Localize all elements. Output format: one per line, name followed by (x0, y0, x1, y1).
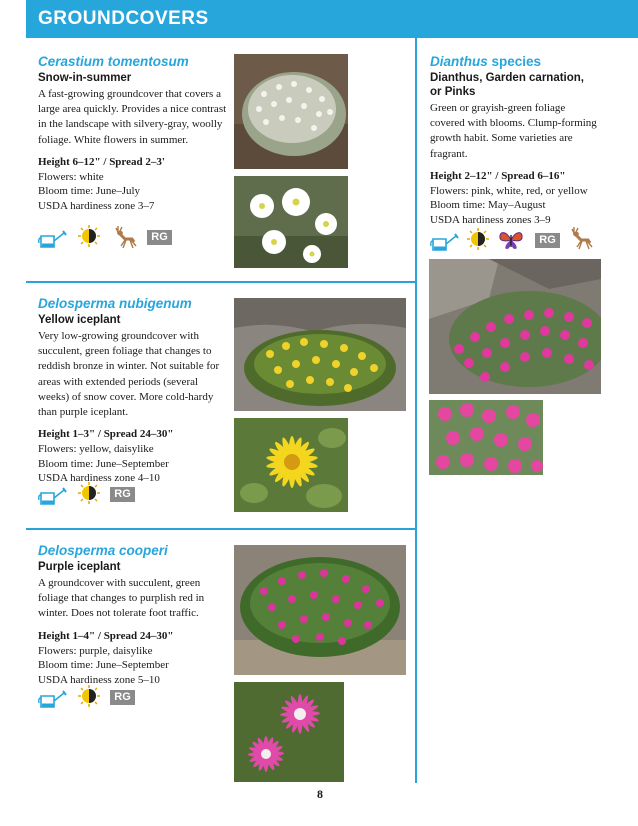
sun-icon (77, 481, 101, 510)
common-name: Snow-in-summer (38, 72, 132, 84)
scientific-genus: Dianthus (430, 54, 488, 69)
height-spread: Height 1–4" / Spread 24–30" (38, 629, 174, 642)
bloom-time: Bloom time: May–August (430, 199, 546, 212)
plant-description: Green or grayish-green foliage covered with blooms. Clump-forming growth habit. Some varieties are fragrant. (430, 102, 597, 160)
butterfly-icon (498, 229, 524, 256)
flowers: Flowers: white (38, 170, 104, 183)
page-number: 8 (317, 787, 323, 801)
section-header (26, 0, 638, 38)
column-divider (415, 38, 417, 783)
scientific-name: Delosperma nubigenum (38, 296, 192, 311)
deer-icon (110, 222, 138, 255)
common-name: Dianthus, Garden carnation, or Pinks (430, 72, 584, 98)
cerastium-photo-mound (234, 54, 348, 169)
common-name: Yellow iceplant (38, 314, 121, 326)
flowers: Flowers: yellow, daisylike (38, 443, 154, 456)
sun-icon (77, 224, 101, 253)
height-spread: Height 1–3" / Spread 24–30" (38, 428, 174, 441)
icon-row (430, 229, 600, 253)
deer-icon (566, 223, 594, 256)
purple-iceplant-photo-mound (234, 545, 406, 675)
dianthus-photo-mound (429, 259, 601, 394)
hardiness-zone: USDA hardiness zone 4–10 (38, 472, 160, 485)
section-title: GROUNDCOVERS (38, 8, 209, 29)
height-spread: Height 6–12" / Spread 2–3' (38, 155, 165, 168)
rg-badge: RG (110, 487, 135, 502)
bloom-time: Bloom time: June–September (38, 457, 169, 470)
rg-badge: RG (535, 233, 560, 248)
scientific-species-suffix: species (487, 54, 542, 69)
plant-description: A groundcover with succulent, green foliage that changes to purplish red in winter. Does not tolerate foot traffic. (38, 577, 205, 620)
common-name: Purple iceplant (38, 561, 121, 573)
plant-description: Very low-growing groundcover with succulent, green foliage that changes to reddish bronze in winter. Not suitable for areas with extended periods (several weeks) of snow cover. More cold-hardy than purple iceplant. (38, 330, 220, 419)
sun-icon (466, 227, 490, 256)
cerastium-photo-closeup (234, 176, 348, 268)
watering-can-icon (430, 229, 462, 258)
row-divider-1 (26, 281, 417, 283)
scientific-name: Cerastium tomentosum (38, 54, 189, 69)
yellow-iceplant-photo-mound (234, 298, 406, 411)
yellow-iceplant-photo-closeup (234, 418, 348, 512)
bloom-time: Bloom time: June–September (38, 659, 169, 672)
plant-entry-delosperma-cooperi (38, 543, 228, 687)
row-divider-2 (26, 528, 417, 530)
plant-entry-delosperma-nubigenum (38, 296, 228, 486)
rg-badge: RG (110, 690, 135, 705)
flowers: Flowers: pink, white, red, or yellow (430, 184, 588, 197)
hardiness-zone: USDA hardiness zone 3–7 (38, 200, 155, 212)
plant-description: A fast-growing groundcover that covers a large area quickly. Provides a nice contrast in the landscape with silvery-gray, woolly foliage. White flowers in summer. (38, 88, 227, 146)
watering-can-icon (38, 686, 70, 715)
hardiness-zone: USDA hardiness zones 3–9 (430, 214, 551, 226)
flowers: Flowers: purple, daisylike (38, 644, 153, 657)
watering-can-icon (38, 483, 70, 512)
scientific-name (430, 54, 598, 70)
dianthus-photo-closeup (429, 400, 543, 475)
icon-row (38, 686, 148, 710)
plant-entry-cerastium (38, 54, 228, 214)
bloom-time: Bloom time: June–July (38, 185, 141, 198)
purple-iceplant-photo-closeup (234, 682, 344, 782)
plant-entry-dianthus (430, 54, 598, 228)
icon-row (38, 483, 148, 507)
sun-icon (77, 684, 101, 713)
icon-row (38, 226, 188, 250)
rg-badge: RG (147, 230, 172, 245)
hardiness-zone: USDA hardiness zone 5–10 (38, 673, 160, 686)
watering-can-icon (38, 226, 70, 255)
height-spread: Height 2–12" / Spread 6–16" (430, 169, 566, 182)
scientific-name: Delosperma cooperi (38, 543, 168, 558)
